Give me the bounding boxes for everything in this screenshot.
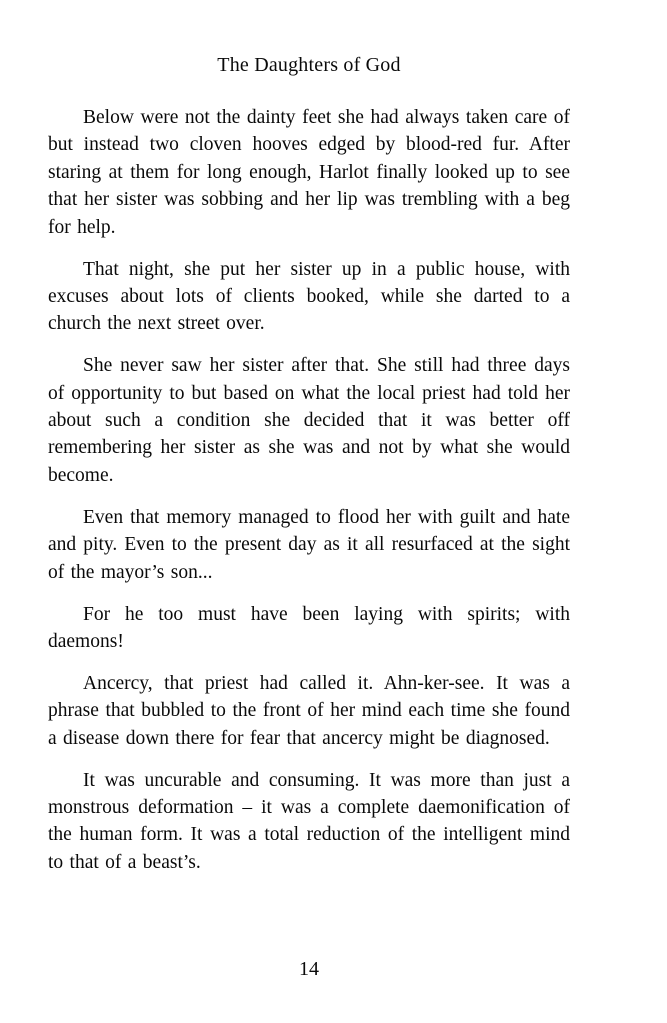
paragraph-2: That night, she put her sister up in a public house, with excuses about lots of clients booked, while she darted to a church the next street over. [48,258,570,335]
paragraph-7: It was uncurable and consuming. It was more than just a monstrous deformation – it was a complete daemonification of the human form. It was a total reduction of the intelligent mind to that of a beast’s. [48,769,570,873]
paragraph-6: Ancercy, that priest had called it. Ahn-ker-see. It was a phrase that bubbled to the front of her mind each time she found a disease down there for fear that ancercy might be diagnosed. [48,672,570,749]
paragraph-5: For he too must have been laying with spirits; with daemons! [48,603,570,652]
page-number: 14 [299,958,319,980]
page-content [48,0,570,891]
paragraph-4: Even that memory managed to flood her with guilt and hate and pity. Even to the present day as it all resurfaced at the sight of the mayor’s son... [48,506,570,583]
chapter-title: The Daughters of God [217,54,401,76]
paragraph-1: Below were not the dainty feet she had always taken care of but instead two cloven hooves edged by blood-red fur. After staring at them for long enough, Harlot finally looked up to see that her sister was sobbing and her lip was trembling with a beg for help. [48,107,570,238]
body-text [48,104,570,876]
paragraph-3: She never saw her sister after that. She still had three days of opportunity to but based on what the local priest had told her about such a condition she decided that it was better off remembering her sister as she was and not by what she would become. [48,355,570,486]
